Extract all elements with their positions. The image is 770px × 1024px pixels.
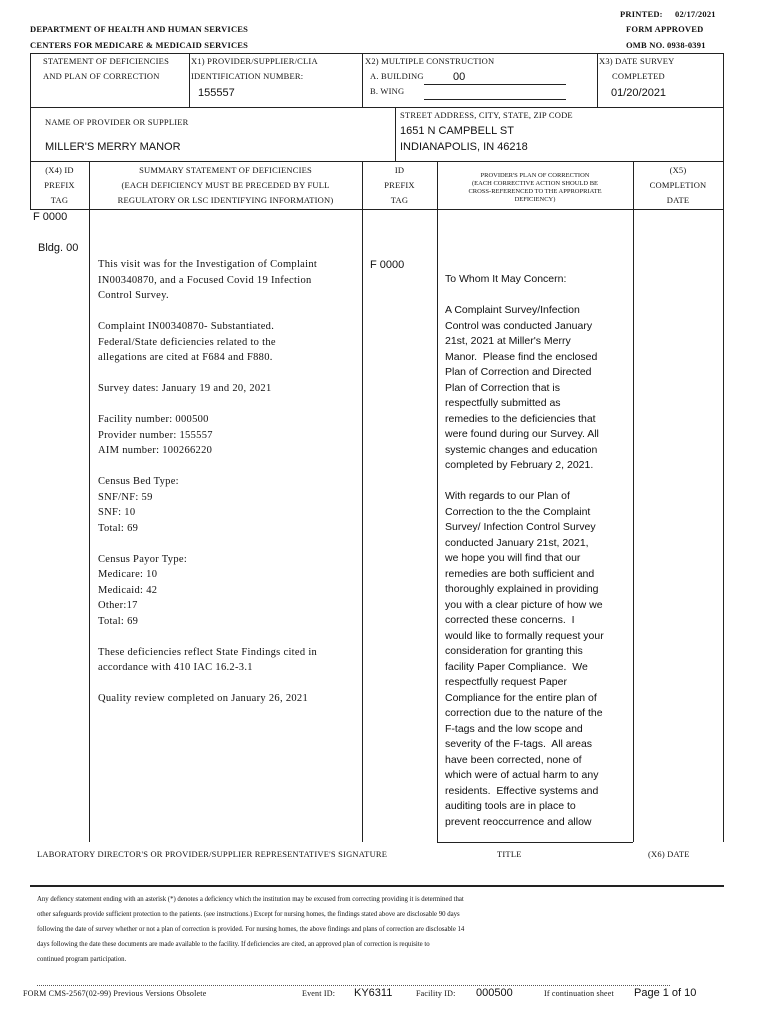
plan-line: auditing tools are in place to <box>445 800 576 812</box>
omb-number: OMB NO. 0938-0391 <box>626 40 706 50</box>
plan-paragraph <box>445 303 633 474</box>
centers-title: CENTERS FOR MEDICARE & MEDICAID SERVICES <box>30 40 249 50</box>
plan-line: respectfully submitted as <box>445 397 561 409</box>
id-tag-label: TAG <box>390 195 409 205</box>
summary-line: Census Bed Type: <box>98 476 179 487</box>
plan-header-1: PROVIDER'S PLAN OF CORRECTION <box>480 172 590 179</box>
plan-line: Correction to the the Complaint <box>445 505 591 518</box>
address-street: 1651 N CAMPBELL ST <box>400 125 514 137</box>
disclaimer-text <box>37 892 727 967</box>
address-city: INDIANAPOLIS, IN 46218 <box>400 141 528 153</box>
statement-label: STATEMENT OF DEFICIENCIES <box>43 56 170 66</box>
plan-line: With regards to our Plan of <box>445 490 570 502</box>
left-tag: F 0000 <box>33 211 68 223</box>
summary-line: Complaint IN00340870- Substantiated. <box>98 321 275 332</box>
summary-line: Provider number: 155557 <box>98 429 213 441</box>
summary-paragraph <box>98 552 360 630</box>
completed-label: COMPLETED <box>612 71 665 81</box>
plan-line: To Whom It May Concern: <box>445 273 567 285</box>
form-approved-label: FORM APPROVED <box>626 24 704 34</box>
event-id-label: Event ID: <box>302 989 336 998</box>
plan-line: consideration for granting this <box>445 645 583 657</box>
summary-line: Medicaid: 42 <box>98 584 158 596</box>
summary-paragraph <box>98 474 360 536</box>
summary-statement <box>98 257 360 722</box>
summary-header-1: SUMMARY STATEMENT OF DEFICIENCIES <box>139 165 312 175</box>
plan-header-4: DEFICIENCY) <box>514 196 556 203</box>
x4-id-label: (X4) ID <box>45 165 74 175</box>
disclaimer-line: other safeguards provide sufficient protection to the patients. (see instructions.) Except for nursing homes, the findings stated above are disclosable 90 days <box>37 911 460 918</box>
summary-paragraph <box>98 319 360 366</box>
summary-line: Census Payor Type: <box>98 553 188 565</box>
plan-line: F-tags and the low scope and <box>445 722 583 735</box>
signature-label: LABORATORY DIRECTOR'S OR PROVIDER/SUPPLIER REPRESENTATIVE'S SIGNATURE <box>37 849 388 859</box>
date-survey-label: X3) DATE SURVEY <box>599 56 675 66</box>
summary-line: AIM number: 100266220 <box>98 445 213 456</box>
summary-line: These deficiencies reflect State Findings cited in <box>98 646 318 658</box>
plan-line: Plan of Correction and Directed <box>445 366 592 378</box>
plan-line: conducted January 21st, 2021, <box>445 536 589 549</box>
survey-completed-date: 01/20/2021 <box>611 87 667 99</box>
plan-line: remedies are both sufficient and <box>445 567 595 580</box>
summary-line: IN00340870, and a Focused Covid 19 Infection <box>98 274 312 286</box>
plan-line: you with a clear picture of how we <box>445 598 603 611</box>
id-prefix-label: PREFIX <box>384 180 415 190</box>
plan-header-2: (EACH CORRECTIVE ACTION SHOULD BE <box>471 180 599 187</box>
department-title: DEPARTMENT OF HEALTH AND HUMAN SERVICES <box>30 24 249 34</box>
plan-line: corrected these concerns. I <box>445 614 575 626</box>
plan-paragraph <box>445 272 633 288</box>
plan-line: remedies to the deficiencies that <box>445 412 596 425</box>
plan-label: AND PLAN OF CORRECTION <box>43 71 160 81</box>
right-tag: F 0000 <box>370 259 405 271</box>
address-label: STREET ADDRESS, CITY, STATE, ZIP CODE <box>400 110 573 120</box>
summary-line: Control Survey. <box>98 290 169 301</box>
summary-line: Facility number: 000500 <box>98 414 209 425</box>
provider-id-value: 155557 <box>198 87 235 99</box>
summary-line: SNF: 10 <box>98 507 136 518</box>
plan-line: thoroughly explained in providing <box>445 583 599 595</box>
provider-name-value: MILLER'S MERRY MANOR <box>45 141 181 153</box>
building-value: 00 <box>453 71 466 83</box>
plan-line: 21st, 2021 at Miller's Merry <box>445 335 571 347</box>
provider-name-label: NAME OF PROVIDER OR SUPPLIER <box>45 117 189 127</box>
plan-line: facility Paper Compliance. We <box>445 660 588 673</box>
summary-paragraph <box>98 381 360 397</box>
completion-label: COMPLETION <box>649 180 707 190</box>
plan-line: respectfully request Paper <box>445 676 567 688</box>
x6-date-label: (X6) DATE <box>648 849 690 859</box>
plan-paragraph <box>445 489 633 830</box>
page-number: Page 1 of 10 <box>634 987 697 999</box>
printed-date: 02/17/2021 <box>675 9 716 19</box>
plan-line: we hope you will find that our <box>445 552 581 564</box>
plan-line: prevent reoccurrence and allow <box>445 815 592 828</box>
facility-id-value: 000500 <box>476 987 513 999</box>
summary-line: This visit was for the Investigation of Complaint <box>98 259 318 270</box>
summary-paragraph <box>98 257 360 304</box>
summary-line: Total: 69 <box>98 522 139 534</box>
plan-line: were found during our Survey. All <box>445 428 599 440</box>
date-label: DATE <box>666 195 690 205</box>
title-label: TITLE <box>497 849 522 859</box>
x5-label: (X5) <box>669 165 687 175</box>
summary-line: allegations are cited at F684 and F880. <box>98 352 273 363</box>
multiple-construction-label: X2) MULTIPLE CONSTRUCTION <box>365 56 495 66</box>
wing-label: B. WING <box>370 86 405 96</box>
disclaimer-line: Any defiency statement ending with an asterisk (*) denotes a deficiency which the institution may be excused from correcting providing it is determined that <box>37 896 464 903</box>
summary-line: Other:17 <box>98 600 138 611</box>
summary-line: SNF/NF: 59 <box>98 491 153 503</box>
summary-line: Federal/State deficiencies related to the <box>98 336 276 348</box>
plan-line: Control was conducted January <box>445 319 593 332</box>
summary-header-2: (EACH DEFICIENCY MUST BE PRECEDED BY FULL <box>121 180 330 190</box>
building-label: A. BUILDING <box>370 71 424 81</box>
disclaimer-line: days following the date these documents are made available to the facility. If deficiencies are cited, an approved plan of correction is requisite to <box>37 941 430 948</box>
building-tag: Bldg. 00 <box>38 242 79 254</box>
summary-header-3: REGULATORY OR LSC IDENTIFYING INFORMATION) <box>117 195 334 205</box>
plan-line: Survey/ Infection Control Survey <box>445 521 596 533</box>
plan-line: residents. Effective systems and <box>445 784 599 797</box>
summary-paragraph <box>98 691 360 707</box>
disclaimer-line: continued program participation. <box>37 956 127 963</box>
summary-line: accordance with 410 IAC 16.2-3.1 <box>98 662 253 673</box>
form-id: FORM CMS-2567(02-99) Previous Versions Obsolete <box>23 989 207 998</box>
id-label: ID <box>394 165 405 175</box>
plan-line: Manor. Please find the enclosed <box>445 350 598 363</box>
plan-header-3: CROSS-REFERENCED TO THE APPROPRIATE <box>468 188 602 195</box>
summary-line: Total: 69 <box>98 615 139 627</box>
plan-line: A Complaint Survey/Infection <box>445 304 580 316</box>
summary-paragraph <box>98 645 360 676</box>
plan-line: would like to formally request your <box>445 629 604 642</box>
disclaimer-line: following the date of survey whether or not a plan of correction is provided. For nursing homes, the above findings and plans of correction are disclosable 14 <box>37 926 465 933</box>
plan-of-correction <box>445 272 633 846</box>
x1-label: X1) PROVIDER/SUPPLIER/CLIA <box>191 56 318 66</box>
plan-line: correction due to the nature of the <box>445 707 603 719</box>
summary-paragraph <box>98 412 360 459</box>
printed-label: PRINTED: <box>620 9 663 19</box>
plan-line: completed by February 2, 2021. <box>445 459 594 471</box>
plan-line: have been corrected, none of <box>445 753 582 766</box>
summary-line: Quality review completed on January 26, 2021 <box>98 693 309 704</box>
plan-line: Plan of Correction that is <box>445 381 560 394</box>
facility-id-label: Facility ID: <box>416 989 456 998</box>
event-id-value: KY6311 <box>354 987 393 999</box>
x4-tag-label: TAG <box>50 195 69 205</box>
summary-line: Survey dates: January 19 and 20, 2021 <box>98 383 272 394</box>
plan-line: systemic changes and education <box>445 443 598 456</box>
plan-line: Compliance for the entire plan of <box>445 691 597 704</box>
plan-line: severity of the F-tags. All areas <box>445 738 593 750</box>
identification-label: IDENTIFICATION NUMBER: <box>191 71 304 81</box>
x4-prefix-label: PREFIX <box>44 180 75 190</box>
plan-line: which were of actual harm to any <box>445 769 599 781</box>
summary-line: Medicare: 10 <box>98 569 158 580</box>
continuation-label: If continuation sheet <box>544 989 614 998</box>
